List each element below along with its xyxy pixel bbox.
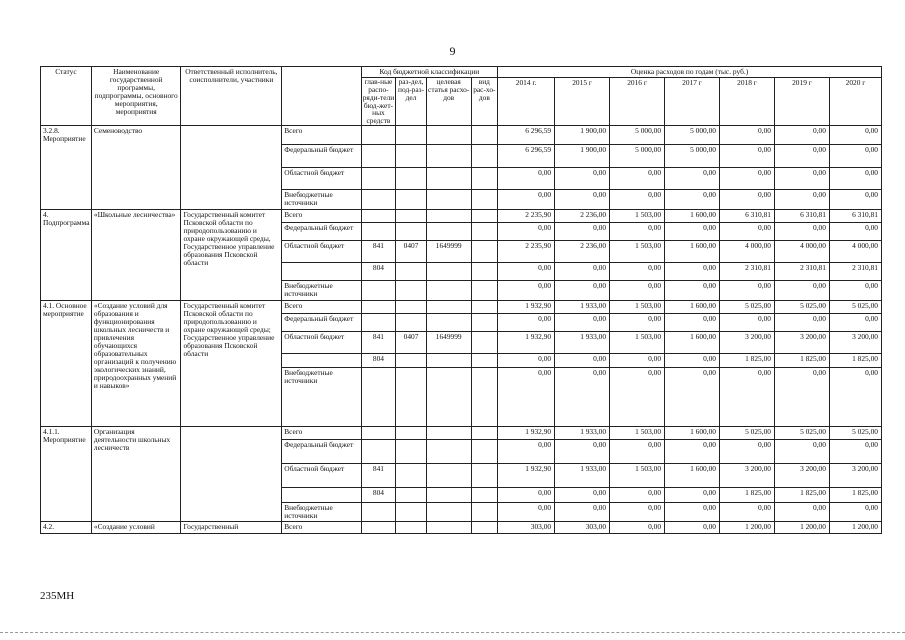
amount-cell: 6 310,81 <box>720 210 775 223</box>
amount-cell: 1 932,90 <box>498 464 555 488</box>
amount-cell: 1 600,00 <box>665 464 720 488</box>
table-row <box>41 301 882 314</box>
grbs-cell <box>361 503 396 522</box>
rzpr-cell <box>396 126 427 145</box>
vr-cell <box>471 223 498 241</box>
rzpr-cell <box>396 354 427 368</box>
name-cell: «Создание условий для образования и функционирования школьных лесничеств и привлечения обучающихся образовательных организаций к получению экологических знаний, природоохранных умений и навыков» <box>91 301 181 427</box>
amount-cell: 5 025,00 <box>829 427 881 440</box>
amount-cell: 1 932,90 <box>498 332 555 354</box>
amount-cell: 1 933,00 <box>555 427 610 440</box>
amount-cell: 0,00 <box>829 503 881 522</box>
vr-cell <box>471 354 498 368</box>
header-year: 2018 г <box>720 77 775 125</box>
amount-cell: 0,00 <box>774 168 829 190</box>
amount-cell: 0,00 <box>829 368 881 427</box>
amount-cell: 0,00 <box>610 223 665 241</box>
source-cell: Внебюджетные источники <box>282 503 361 522</box>
rzpr-cell <box>396 190 427 210</box>
csr-cell <box>426 190 471 210</box>
amount-cell: 0,00 <box>498 314 555 332</box>
amount-cell: 0,00 <box>665 223 720 241</box>
vr-cell <box>471 464 498 488</box>
amount-cell: 3 200,00 <box>829 332 881 354</box>
table-row <box>41 427 882 440</box>
vr-cell <box>471 126 498 145</box>
source-cell: Всего <box>282 427 361 440</box>
status-cell: 4.1. Основное мероприятие <box>41 301 92 427</box>
amount-cell: 4 000,00 <box>720 241 775 263</box>
grbs-cell: 804 <box>361 354 396 368</box>
amount-cell: 0,00 <box>720 126 775 145</box>
source-cell: Федеральный бюджет <box>282 314 361 332</box>
csr-cell <box>426 314 471 332</box>
status-cell: 4.2. <box>41 522 92 534</box>
amount-cell: 1 600,00 <box>665 301 720 314</box>
amount-cell: 0,00 <box>610 281 665 301</box>
csr-cell <box>426 145 471 168</box>
rzpr-cell <box>396 464 427 488</box>
amount-cell: 1 600,00 <box>665 332 720 354</box>
executor-cell: Государственный комитет Псковской области по природопользованию и охране окружающей среды, Государственное управление образования Псковской области <box>181 210 282 301</box>
amount-cell: 1 825,00 <box>829 488 881 503</box>
source-cell: Всего <box>282 301 361 314</box>
source-cell: Областной бюджет <box>282 241 361 263</box>
amount-cell: 0,00 <box>829 440 881 464</box>
csr-cell <box>426 126 471 145</box>
amount-cell: 303,00 <box>498 522 555 534</box>
amount-cell: 1 933,00 <box>555 464 610 488</box>
amount-cell: 5 000,00 <box>665 145 720 168</box>
amount-cell: 1 503,00 <box>610 427 665 440</box>
amount-cell: 5 025,00 <box>774 301 829 314</box>
source-cell: Областной бюджет <box>282 464 361 488</box>
csr-cell <box>426 488 471 503</box>
rzpr-cell <box>396 522 427 534</box>
csr-cell <box>426 301 471 314</box>
amount-cell: 0,00 <box>665 281 720 301</box>
amount-cell: 0,00 <box>555 368 610 427</box>
amount-cell: 6 296,59 <box>498 145 555 168</box>
amount-cell: 0,00 <box>665 503 720 522</box>
vr-cell <box>471 263 498 281</box>
grbs-cell <box>361 145 396 168</box>
header-source <box>282 67 361 126</box>
grbs-cell: 841 <box>361 464 396 488</box>
vr-cell <box>471 281 498 301</box>
source-cell: Всего <box>282 126 361 145</box>
amount-cell: 1 900,00 <box>555 126 610 145</box>
grbs-cell <box>361 368 396 427</box>
grbs-cell: 804 <box>361 488 396 503</box>
amount-cell: 0,00 <box>610 368 665 427</box>
rzpr-cell <box>396 427 427 440</box>
amount-cell: 0,00 <box>498 503 555 522</box>
rzpr-cell: 0407 <box>396 332 427 354</box>
amount-cell: 0,00 <box>774 281 829 301</box>
page-number: 9 <box>449 44 456 58</box>
amount-cell: 3 200,00 <box>774 332 829 354</box>
source-cell: Федеральный бюджет <box>282 145 361 168</box>
amount-cell: 6 310,81 <box>774 210 829 223</box>
csr-cell <box>426 168 471 190</box>
vr-cell <box>471 427 498 440</box>
source-cell: Всего <box>282 210 361 223</box>
rzpr-cell <box>396 488 427 503</box>
rzpr-cell <box>396 145 427 168</box>
csr-cell <box>426 354 471 368</box>
table-body <box>41 126 882 534</box>
name-cell: «Школьные лесничества» <box>91 210 181 301</box>
amount-cell: 0,00 <box>720 314 775 332</box>
amount-cell: 1 932,90 <box>498 301 555 314</box>
amount-cell: 0,00 <box>555 168 610 190</box>
amount-cell: 6 310,81 <box>829 210 881 223</box>
amount-cell: 1 600,00 <box>665 241 720 263</box>
header-rzpr: раз-дел, под-раз-дел <box>396 77 427 125</box>
grbs-cell <box>361 168 396 190</box>
amount-cell: 0,00 <box>720 440 775 464</box>
amount-cell: 0,00 <box>498 190 555 210</box>
amount-cell: 2 236,00 <box>555 210 610 223</box>
amount-cell: 0,00 <box>774 145 829 168</box>
grbs-cell <box>361 210 396 223</box>
rzpr-cell <box>396 168 427 190</box>
vr-cell <box>471 332 498 354</box>
amount-cell: 0,00 <box>720 190 775 210</box>
csr-cell <box>426 427 471 440</box>
amount-cell: 303,00 <box>555 522 610 534</box>
grbs-cell <box>361 314 396 332</box>
header-name: Наименование государственной программы, подпрограммы, основного мероприятия, мероприятия <box>91 67 181 126</box>
amount-cell: 2 310,81 <box>774 263 829 281</box>
amount-cell: 0,00 <box>665 368 720 427</box>
amount-cell: 1 600,00 <box>665 210 720 223</box>
header-year: 2017 г <box>665 77 720 125</box>
rzpr-cell: 0407 <box>396 241 427 263</box>
amount-cell: 0,00 <box>555 281 610 301</box>
table-row <box>41 126 882 145</box>
amount-cell: 0,00 <box>720 168 775 190</box>
source-cell <box>282 263 361 281</box>
amount-cell: 0,00 <box>665 488 720 503</box>
vr-cell <box>471 368 498 427</box>
amount-cell: 0,00 <box>610 440 665 464</box>
name-cell: «Создание условий <box>91 522 181 534</box>
amount-cell: 0,00 <box>555 190 610 210</box>
executor-cell <box>181 126 282 210</box>
grbs-cell <box>361 522 396 534</box>
amount-cell: 0,00 <box>720 368 775 427</box>
amount-cell: 6 296,59 <box>498 126 555 145</box>
amount-cell: 1 825,00 <box>720 488 775 503</box>
amount-cell: 1 825,00 <box>829 354 881 368</box>
vr-cell <box>471 145 498 168</box>
amount-cell: 0,00 <box>555 223 610 241</box>
amount-cell: 0,00 <box>498 223 555 241</box>
csr-cell <box>426 263 471 281</box>
csr-cell <box>426 210 471 223</box>
amount-cell: 0,00 <box>555 503 610 522</box>
source-cell <box>282 354 361 368</box>
header-grbs: глав-ные распо-ряди-тели бюд-жет-ных средств <box>362 76 395 126</box>
scan-edge-line <box>0 632 905 633</box>
amount-cell: 0,00 <box>610 503 665 522</box>
table-row <box>41 210 882 223</box>
amount-cell: 0,00 <box>498 368 555 427</box>
amount-cell: 1 503,00 <box>610 464 665 488</box>
amount-cell: 1 503,00 <box>610 210 665 223</box>
amount-cell: 0,00 <box>665 522 720 534</box>
amount-cell: 0,00 <box>774 368 829 427</box>
status-cell: 4.1.1. Мероприятие <box>41 427 92 522</box>
amount-cell: 0,00 <box>720 145 775 168</box>
header-budget-code: Код бюджетной классификации <box>361 67 497 78</box>
source-cell: Федеральный бюджет <box>282 440 361 464</box>
amount-cell: 5 025,00 <box>829 301 881 314</box>
rzpr-cell <box>396 368 427 427</box>
amount-cell: 1 932,90 <box>498 427 555 440</box>
source-cell: Областной бюджет <box>282 168 361 190</box>
grbs-cell <box>361 190 396 210</box>
amount-cell: 2 236,00 <box>555 241 610 263</box>
amount-cell: 5 025,00 <box>720 301 775 314</box>
amount-cell: 0,00 <box>555 488 610 503</box>
amount-cell: 1 503,00 <box>610 301 665 314</box>
grbs-cell <box>361 440 396 464</box>
rzpr-cell <box>396 503 427 522</box>
amount-cell: 5 000,00 <box>610 145 665 168</box>
amount-cell: 5 000,00 <box>610 126 665 145</box>
header-year: 2014 г. <box>498 77 555 125</box>
csr-cell <box>426 368 471 427</box>
budget-table <box>40 66 882 534</box>
footer-code: 235МН <box>40 590 75 602</box>
amount-cell: 1 200,00 <box>774 522 829 534</box>
amount-cell: 3 200,00 <box>720 464 775 488</box>
amount-cell: 0,00 <box>665 314 720 332</box>
csr-cell <box>426 522 471 534</box>
source-cell <box>282 488 361 503</box>
amount-cell: 0,00 <box>555 314 610 332</box>
header-vr: вид рас-хо-дов <box>471 77 498 125</box>
executor-cell: Государственный комитет Псковской области по природопользованию и охране окружающей среды; Государственное управление образования Псковской области <box>181 301 282 427</box>
amount-cell: 0,00 <box>610 168 665 190</box>
amount-cell: 0,00 <box>774 440 829 464</box>
vr-cell <box>471 210 498 223</box>
header-expenses: Оценка расходов по годам (тыс. руб.) <box>498 67 882 78</box>
amount-cell: 3 200,00 <box>829 464 881 488</box>
grbs-cell: 841 <box>361 241 396 263</box>
header-year: 2019 г <box>774 77 829 125</box>
source-cell: Всего <box>282 522 361 534</box>
executor-cell <box>181 427 282 522</box>
amount-cell: 3 200,00 <box>774 464 829 488</box>
amount-cell: 0,00 <box>610 354 665 368</box>
rzpr-cell <box>396 440 427 464</box>
amount-cell: 5 025,00 <box>720 427 775 440</box>
grbs-cell <box>361 223 396 241</box>
amount-cell: 0,00 <box>555 354 610 368</box>
amount-cell: 1 900,00 <box>555 145 610 168</box>
csr-cell <box>426 440 471 464</box>
grbs-cell <box>361 126 396 145</box>
amount-cell: 5 025,00 <box>774 427 829 440</box>
amount-cell: 0,00 <box>720 503 775 522</box>
csr-cell: 1649999 <box>426 332 471 354</box>
name-cell: Организация деятельности школьных лесничеств <box>91 427 181 522</box>
amount-cell: 0,00 <box>665 440 720 464</box>
csr-cell: 1649999 <box>426 241 471 263</box>
amount-cell: 0,00 <box>829 314 881 332</box>
vr-cell <box>471 522 498 534</box>
amount-cell: 0,00 <box>829 190 881 210</box>
grbs-cell: 841 <box>361 332 396 354</box>
header-year: 2020 г <box>829 77 881 125</box>
grbs-cell <box>361 281 396 301</box>
amount-cell: 0,00 <box>665 263 720 281</box>
amount-cell: 2 310,81 <box>829 263 881 281</box>
source-cell: Внебюджетные источники <box>282 281 361 301</box>
amount-cell: 0,00 <box>555 440 610 464</box>
header-executor: Ответственный исполнитель, соисполнители, участники <box>181 67 282 126</box>
csr-cell <box>426 464 471 488</box>
vr-cell <box>471 440 498 464</box>
amount-cell: 1 933,00 <box>555 332 610 354</box>
amount-cell: 0,00 <box>665 354 720 368</box>
csr-cell <box>426 281 471 301</box>
source-cell: Областной бюджет <box>282 332 361 354</box>
amount-cell: 1 933,00 <box>555 301 610 314</box>
amount-cell: 1 503,00 <box>610 241 665 263</box>
amount-cell: 2 235,90 <box>498 210 555 223</box>
vr-cell <box>471 190 498 210</box>
table-row <box>41 522 882 534</box>
status-cell: 3.2.8. Мероприятие <box>41 126 92 210</box>
amount-cell: 1 825,00 <box>774 354 829 368</box>
amount-cell: 0,00 <box>498 440 555 464</box>
amount-cell: 2 235,90 <box>498 241 555 263</box>
amount-cell: 0,00 <box>665 168 720 190</box>
amount-cell: 3 200,00 <box>720 332 775 354</box>
amount-cell: 0,00 <box>498 168 555 190</box>
amount-cell: 4 000,00 <box>774 241 829 263</box>
source-cell: Внебюджетные источники <box>282 190 361 210</box>
amount-cell: 1 825,00 <box>720 354 775 368</box>
amount-cell: 0,00 <box>498 354 555 368</box>
vr-cell <box>471 488 498 503</box>
amount-cell: 0,00 <box>774 223 829 241</box>
grbs-cell: 804 <box>361 263 396 281</box>
grbs-cell <box>361 301 396 314</box>
amount-cell: 0,00 <box>498 263 555 281</box>
amount-cell: 0,00 <box>774 314 829 332</box>
grbs-cell <box>361 427 396 440</box>
amount-cell: 0,00 <box>498 281 555 301</box>
vr-cell <box>471 241 498 263</box>
source-cell: Внебюджетные источники <box>282 368 361 427</box>
amount-cell: 0,00 <box>610 190 665 210</box>
amount-cell: 0,00 <box>829 223 881 241</box>
amount-cell: 0,00 <box>610 314 665 332</box>
csr-cell <box>426 503 471 522</box>
amount-cell: 0,00 <box>610 522 665 534</box>
amount-cell: 0,00 <box>774 503 829 522</box>
amount-cell: 0,00 <box>720 223 775 241</box>
name-cell: Семеноводство <box>91 126 181 210</box>
header-csr: целевая статья расхо-дов <box>426 77 471 125</box>
source-cell: Федеральный бюджет <box>282 223 361 241</box>
amount-cell: 0,00 <box>498 488 555 503</box>
amount-cell: 1 503,00 <box>610 332 665 354</box>
rzpr-cell <box>396 210 427 223</box>
amount-cell: 0,00 <box>610 263 665 281</box>
amount-cell: 0,00 <box>665 190 720 210</box>
vr-cell <box>471 314 498 332</box>
amount-cell: 0,00 <box>774 126 829 145</box>
rzpr-cell <box>396 301 427 314</box>
rzpr-cell <box>396 263 427 281</box>
header-year: 2015 г <box>555 77 610 125</box>
status-cell: 4. Подпрограмма <box>41 210 92 301</box>
csr-cell <box>426 223 471 241</box>
rzpr-cell <box>396 281 427 301</box>
amount-cell: 0,00 <box>829 126 881 145</box>
rzpr-cell <box>396 314 427 332</box>
amount-cell: 4 000,00 <box>829 241 881 263</box>
executor-cell: Государственный <box>181 522 282 534</box>
amount-cell: 0,00 <box>829 145 881 168</box>
amount-cell: 0,00 <box>720 281 775 301</box>
amount-cell: 0,00 <box>829 168 881 190</box>
header-year: 2016 г <box>610 77 665 125</box>
vr-cell <box>471 168 498 190</box>
vr-cell <box>471 301 498 314</box>
vr-cell <box>471 503 498 522</box>
amount-cell: 1 825,00 <box>774 488 829 503</box>
header-row-top <box>41 67 882 78</box>
amount-cell: 1 600,00 <box>665 427 720 440</box>
amount-cell: 0,00 <box>774 190 829 210</box>
amount-cell: 2 310,81 <box>720 263 775 281</box>
amount-cell: 1 200,00 <box>720 522 775 534</box>
amount-cell: 5 000,00 <box>665 126 720 145</box>
amount-cell: 0,00 <box>555 263 610 281</box>
amount-cell: 0,00 <box>610 488 665 503</box>
amount-cell: 1 200,00 <box>829 522 881 534</box>
amount-cell: 0,00 <box>829 281 881 301</box>
rzpr-cell <box>396 223 427 241</box>
header-status: Статус <box>41 67 92 126</box>
